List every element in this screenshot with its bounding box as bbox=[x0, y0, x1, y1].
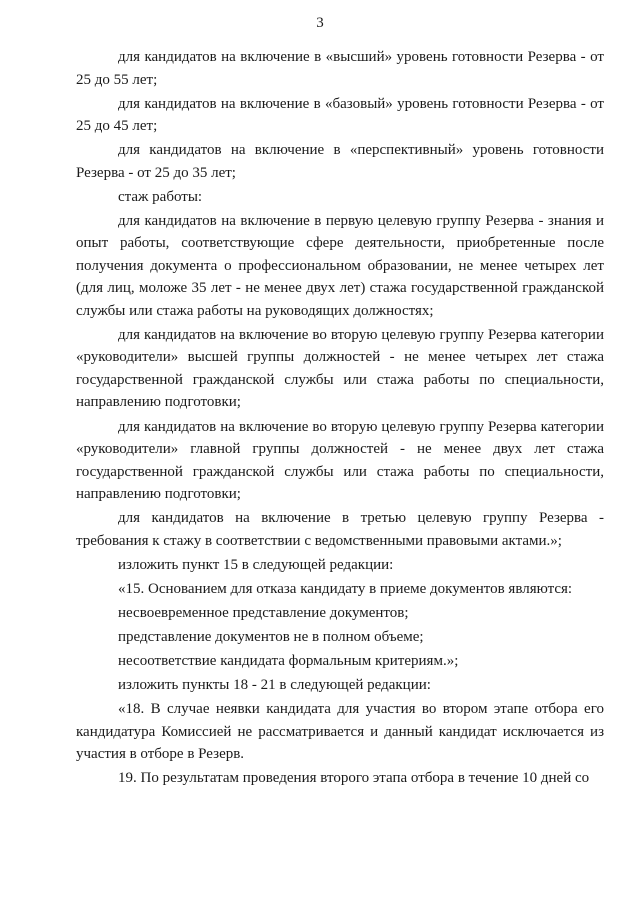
paragraph: 19. По результатам проведения второго этапа отбора в течение 10 дней со bbox=[118, 770, 590, 787]
paragraph: несоответствие кандидата формальным критериям.»; bbox=[118, 653, 459, 670]
document-body bbox=[76, 46, 604, 792]
paragraph: стаж работы: bbox=[118, 188, 203, 205]
paragraph: несвоевременное представление документов; bbox=[118, 604, 409, 621]
paragraph: для кандидатов на включение в первую целевую группу Резерва - знания и опыт работы, соответствующие сфере деятельности, приобретенные после получения документа о профессиональном образовании, не менее четырех лет (для лиц, моложе 35 лет - не менее двух лет) стажа государственной гражданской службы или стажа работы на руководящих должностях; bbox=[76, 212, 604, 319]
paragraph: изложить пункт 15 в следующей редакции: bbox=[118, 556, 394, 573]
paragraph: для кандидатов на включение в третью целевую группу Резерва - требования к стажу в соответствии с ведомственными правовыми актами.»; bbox=[76, 510, 604, 549]
paragraph: изложить пункты 18 - 21 в следующей редакции: bbox=[118, 677, 431, 694]
paragraph: для кандидатов на включение в «высший» уровень готовности Резерва - от 25 до 55 лет; bbox=[76, 49, 604, 88]
paragraph: «15. Основанием для отказа кандидату в приеме документов являются: bbox=[118, 580, 573, 597]
paragraph: для кандидатов на включение в «базовый» уровень готовности Резерва - от 25 до 45 лет; bbox=[76, 95, 604, 135]
paragraph: для кандидатов на включение во вторую целевую группу Резерва категории «руководители» высшей группы должностей - не менее четырех лет стажа государственной гражданской службы или стажа работы по специальности, направлению подготовки; bbox=[76, 326, 604, 411]
paragraph: для кандидатов на включение в «перспективный» уровень готовности Резерва - от 25 до 35 лет; bbox=[76, 142, 604, 181]
paragraph: представление документов не в полном объеме; bbox=[118, 629, 424, 646]
page-number: 3 bbox=[316, 15, 324, 31]
paragraph: для кандидатов на включение во вторую целевую группу Резерва категории «руководители» главной группы должностей - не менее двух лет стажа государственной гражданской службы или стажа работы по специальности, направлению подготовки; bbox=[76, 418, 604, 503]
paragraph: «18. В случае неявки кандидата для участия во втором этапе отбора его кандидатура Комиссией не рассматривается и данный кандидат исключается из участия в отборе в Резерв. bbox=[76, 701, 604, 763]
